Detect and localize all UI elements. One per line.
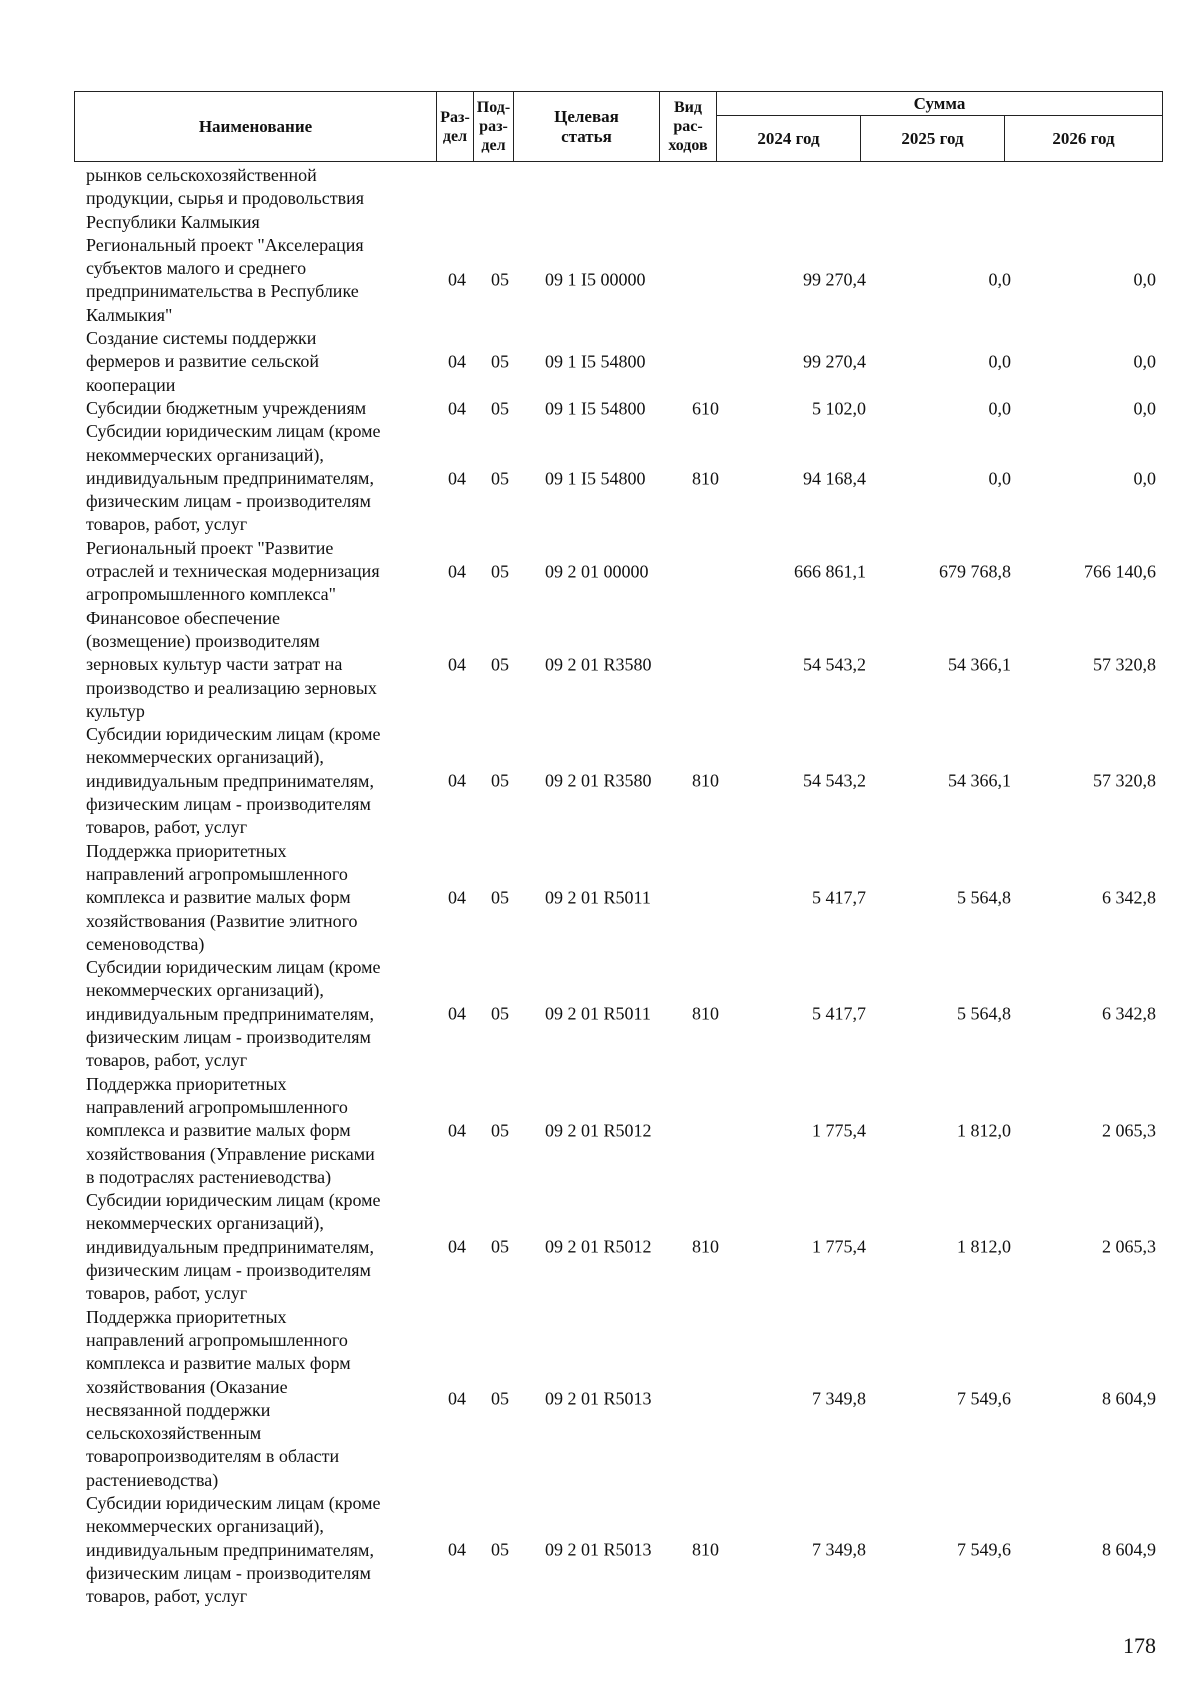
header-celevaya-l1: Целевая — [554, 106, 619, 126]
row-podrazdel: 05 — [491, 654, 509, 675]
row-vid: 810 — [692, 1236, 719, 1257]
row-podrazdel: 05 — [491, 269, 509, 290]
header-vid-l1: Вид — [674, 99, 702, 116]
row-vid: 810 — [692, 770, 719, 791]
row-name: Региональный проект "Акселерация субъектов малого и среднего предпринимательства в Республике Калмыкия" — [86, 234, 364, 325]
row-name: Поддержка приоритетных направлений агропромышленного комплекса и развитие малых форм хозяйствования (Оказание несвязанной поддержки сельскохозяйственным товаропроизводителям в области растениеводства) — [86, 1306, 351, 1490]
row-name: Региональный проект "Развитие отраслей и техническая модернизация агропромышленного комплекса" — [86, 537, 380, 605]
row-name: Субсидии юридическим лицам (кроме некоммерческих организаций), индивидуальным предпринимателям, физическим лицам - производителям товаров, работ, услуг — [86, 421, 381, 535]
row-podrazdel: 05 — [491, 1388, 509, 1409]
row-name: Субсидии бюджетным учреждениям — [86, 397, 367, 418]
row-razdel: 04 — [448, 398, 466, 419]
table-row — [0, 234, 1200, 327]
row-podrazdel: 05 — [491, 1120, 509, 1141]
row-name: Финансовое обеспечение (возмещение) производителям зерновых культур части затрат на производство и реализацию зерновых культур — [86, 607, 377, 721]
page-number: 178 — [1123, 1633, 1156, 1658]
row-razdel: 04 — [448, 1120, 466, 1141]
table-row — [0, 397, 1200, 420]
row-sum-2025: 5 564,8 — [957, 1003, 1011, 1024]
row-sum-2026: 0,0 — [1133, 351, 1156, 372]
row-razdel: 04 — [448, 351, 466, 372]
row-sum-2026: 766 140,6 — [1084, 561, 1156, 582]
table-row — [0, 1492, 1200, 1609]
row-razdel: 04 — [448, 269, 466, 290]
row-sum-2026: 2 065,3 — [1102, 1120, 1156, 1141]
row-sum-2024: 7 349,8 — [812, 1388, 866, 1409]
row-vid: 610 — [692, 398, 719, 419]
row-celevaya: 09 1 I5 54800 — [545, 398, 646, 419]
row-name: Субсидии юридическим лицам (кроме некоммерческих организаций), индивидуальным предпринимателям, физическим лицам - производителям товаров, работ, услуг — [86, 957, 381, 1071]
row-podrazdel: 05 — [491, 1236, 509, 1257]
row-sum-2025: 0,0 — [988, 398, 1011, 419]
row-sum-2025: 7 549,6 — [957, 1539, 1011, 1560]
row-celevaya: 09 2 01 R5011 — [545, 1003, 651, 1024]
row-name: Субсидии юридическим лицам (кроме некоммерческих организаций), индивидуальным предпринимателям, физическим лицам - производителям товаров, работ, услуг — [86, 1493, 381, 1607]
header-vid-l2: рас- — [673, 118, 703, 135]
header-razdel-l2: дел — [442, 127, 468, 145]
table-row — [0, 1306, 1200, 1492]
header-vid-l3: ходов — [668, 137, 708, 154]
row-podrazdel: 05 — [491, 887, 509, 908]
row-name: Субсидии юридическим лицам (кроме некоммерческих организаций), индивидуальным предпринимателям, физическим лицам - производителям товаров, работ, услуг — [86, 724, 381, 838]
row-razdel: 04 — [448, 654, 466, 675]
table-row — [0, 164, 1200, 234]
row-podrazdel: 05 — [491, 351, 509, 372]
row-sum-2024: 5 102,0 — [812, 398, 866, 419]
table-row — [0, 327, 1200, 397]
table-row — [0, 420, 1200, 537]
row-razdel: 04 — [448, 468, 466, 489]
header-y2024: 2024 год — [717, 116, 861, 162]
row-sum-2026: 0,0 — [1133, 269, 1156, 290]
row-razdel: 04 — [448, 1236, 466, 1257]
header-y2026: 2026 год — [1005, 116, 1163, 162]
row-sum-2025: 7 549,6 — [957, 1388, 1011, 1409]
row-sum-2026: 6 342,8 — [1102, 1003, 1156, 1024]
row-sum-2024: 666 861,1 — [794, 561, 866, 582]
row-sum-2026: 6 342,8 — [1102, 887, 1156, 908]
row-celevaya: 09 2 01 R5012 — [545, 1120, 652, 1141]
row-sum-2025: 5 564,8 — [957, 887, 1011, 908]
row-razdel: 04 — [448, 1003, 466, 1024]
row-celevaya: 09 2 01 R5013 — [545, 1388, 652, 1409]
table-row — [0, 1073, 1200, 1190]
header-podrazdel-l3: дел — [481, 137, 506, 154]
table-row — [0, 537, 1200, 607]
row-sum-2024: 5 417,7 — [812, 1003, 866, 1024]
row-podrazdel: 05 — [491, 770, 509, 791]
row-name: Поддержка приоритетных направлений агропромышленного комплекса и развитие малых форм хозяйствования (Развитие элитного семеноводства) — [86, 840, 358, 954]
row-sum-2024: 5 417,7 — [812, 887, 866, 908]
table-row — [0, 723, 1200, 840]
row-sum-2026: 57 320,8 — [1093, 654, 1156, 675]
row-sum-2024: 1 775,4 — [812, 1236, 866, 1257]
row-sum-2024: 99 270,4 — [803, 269, 866, 290]
row-razdel: 04 — [448, 887, 466, 908]
row-podrazdel: 05 — [491, 1003, 509, 1024]
row-podrazdel: 05 — [491, 1539, 509, 1560]
row-celevaya: 09 2 01 00000 — [545, 561, 649, 582]
row-sum-2025: 679 768,8 — [939, 561, 1011, 582]
row-sum-2026: 0,0 — [1133, 398, 1156, 419]
header-podrazdel-l2: раз- — [479, 118, 508, 135]
row-sum-2024: 1 775,4 — [812, 1120, 866, 1141]
header-razdel-l1: Раз- — [440, 108, 470, 126]
row-podrazdel: 05 — [491, 398, 509, 419]
table-row — [0, 956, 1200, 1073]
table-row — [0, 840, 1200, 957]
row-celevaya: 09 2 01 R5012 — [545, 1236, 652, 1257]
header-vid — [660, 92, 717, 162]
row-celevaya: 09 1 I5 00000 — [545, 269, 646, 290]
row-vid: 810 — [692, 468, 719, 489]
row-vid: 810 — [692, 1003, 719, 1024]
row-name: Поддержка приоритетных направлений агропромышленного комплекса и развитие малых форм хозяйствования (Управление рисками в подотраслях растениеводства) — [86, 1073, 375, 1187]
row-celevaya: 09 2 01 R5013 — [545, 1539, 652, 1560]
row-sum-2025: 54 366,1 — [948, 654, 1011, 675]
header-razdel — [437, 92, 474, 162]
row-celevaya: 09 2 01 R5011 — [545, 887, 651, 908]
row-sum-2024: 7 349,8 — [812, 1539, 866, 1560]
table-header — [74, 91, 1163, 162]
row-sum-2025: 54 366,1 — [948, 770, 1011, 791]
row-name: Субсидии юридическим лицам (кроме некоммерческих организаций), индивидуальным предпринимателям, физическим лицам - производителям товаров, работ, услуг — [86, 1190, 381, 1304]
row-sum-2024: 94 168,4 — [803, 468, 866, 489]
row-sum-2025: 0,0 — [988, 269, 1011, 290]
row-celevaya: 09 2 01 R3580 — [545, 770, 652, 791]
row-sum-2026: 0,0 — [1133, 468, 1156, 489]
row-celevaya: 09 1 I5 54800 — [545, 351, 646, 372]
header-celevaya — [514, 92, 660, 162]
row-podrazdel: 05 — [491, 468, 509, 489]
row-sum-2026: 8 604,9 — [1102, 1388, 1156, 1409]
header-summa: Сумма — [717, 92, 1163, 116]
row-sum-2025: 0,0 — [988, 351, 1011, 372]
header-celevaya-l2: статья — [561, 126, 612, 146]
header-podrazdel-l1: Под- — [476, 99, 511, 116]
row-razdel: 04 — [448, 770, 466, 791]
row-razdel: 04 — [448, 1388, 466, 1409]
row-sum-2024: 99 270,4 — [803, 351, 866, 372]
row-sum-2026: 57 320,8 — [1093, 770, 1156, 791]
row-sum-2025: 0,0 — [988, 468, 1011, 489]
row-sum-2026: 8 604,9 — [1102, 1539, 1156, 1560]
row-vid: 810 — [692, 1539, 719, 1560]
row-razdel: 04 — [448, 561, 466, 582]
row-name: рынков сельскохозяйственной продукции, сырья и продовольствия Республики Калмыкия — [86, 165, 364, 232]
row-sum-2026: 2 065,3 — [1102, 1236, 1156, 1257]
table-body — [0, 164, 1200, 1609]
row-sum-2024: 54 543,2 — [803, 770, 866, 791]
row-podrazdel: 05 — [491, 561, 509, 582]
row-sum-2025: 1 812,0 — [957, 1120, 1011, 1141]
row-name: Создание системы поддержки фермеров и развитие сельской кооперации — [86, 328, 319, 395]
header-podrazdel — [474, 92, 514, 162]
row-razdel: 04 — [448, 1539, 466, 1560]
row-celevaya: 09 2 01 R3580 — [545, 654, 652, 675]
header-y2025: 2025 год — [861, 116, 1005, 162]
row-sum-2024: 54 543,2 — [803, 654, 866, 675]
row-celevaya: 09 1 I5 54800 — [545, 468, 646, 489]
header-name: Наименование — [75, 92, 437, 162]
row-sum-2025: 1 812,0 — [957, 1236, 1011, 1257]
table-row — [0, 1189, 1200, 1306]
table-row — [0, 607, 1200, 724]
